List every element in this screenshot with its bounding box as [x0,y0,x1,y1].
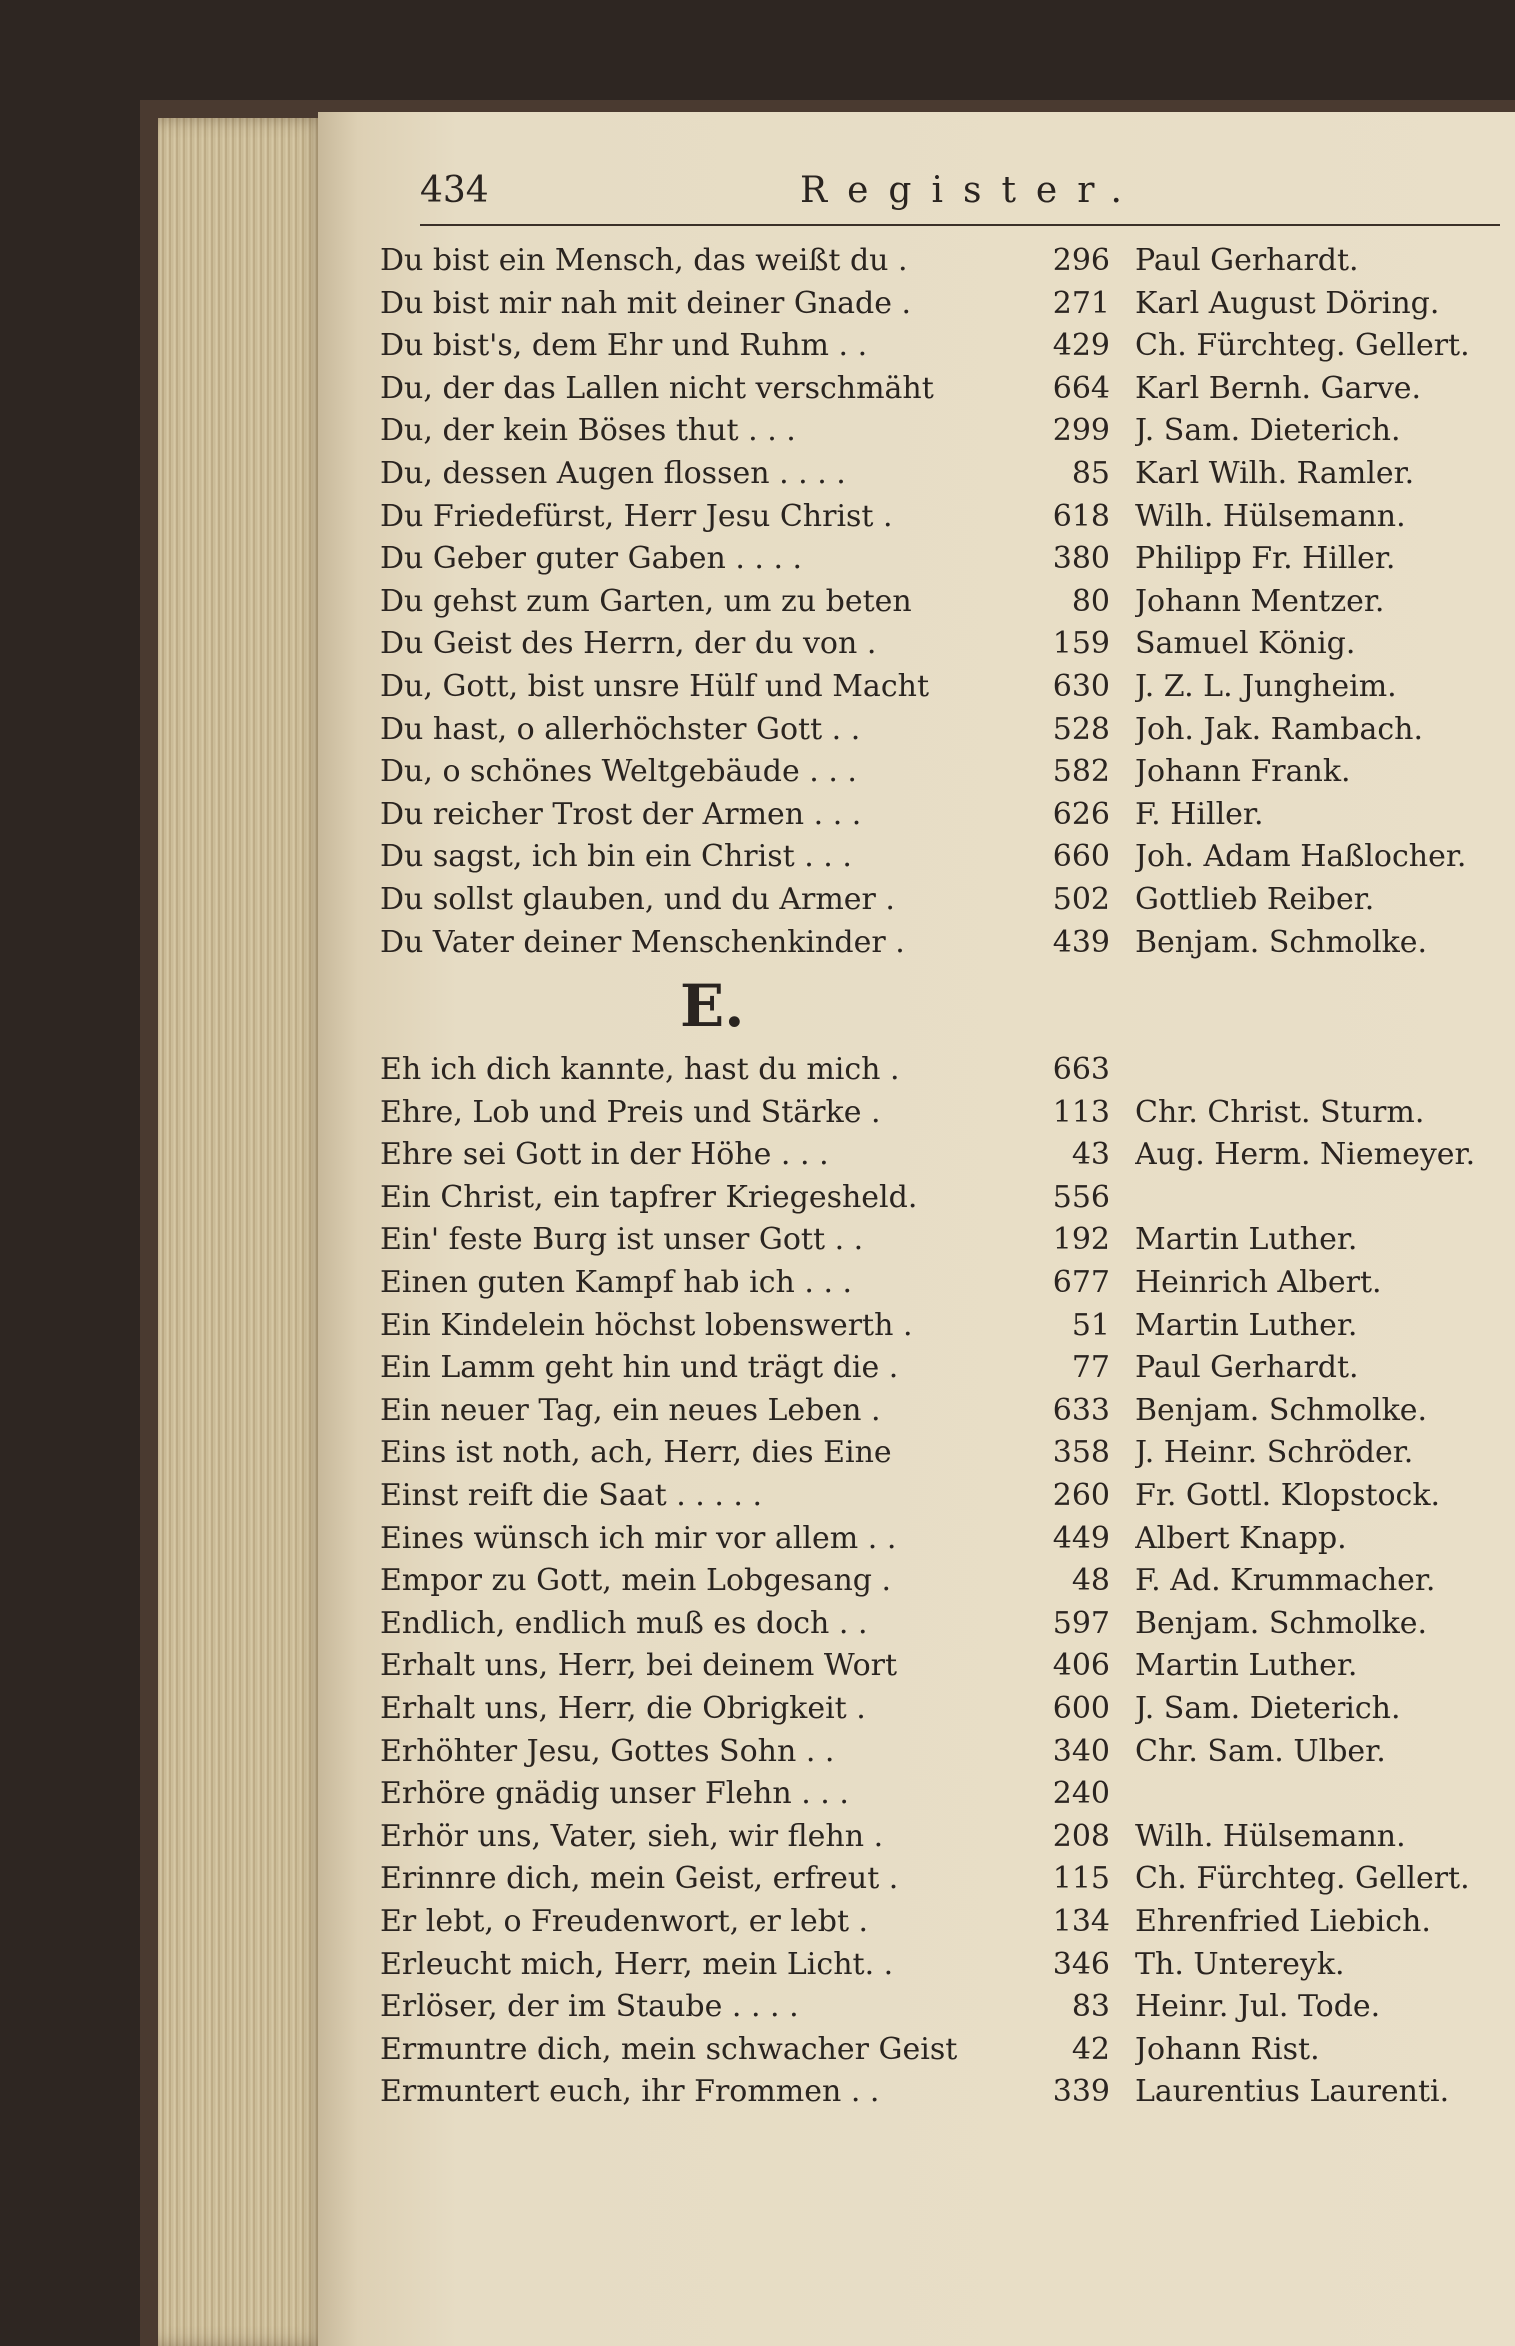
register-entry [380,1177,1510,1220]
running-title: Register. [800,170,1142,211]
hymn-number: 51 [1071,1307,1110,1343]
hymn-title: Ehre, Lob und Preis und Stärke . [380,1094,881,1130]
hymn-title: Erhalt uns, Herr, bei deinem Wort [380,1648,898,1684]
hymn-number: 48 [1071,1563,1110,1599]
hymn-number: 208 [1052,1818,1110,1854]
hymn-author: Joh. Jak. Rambach. [1135,711,1424,747]
hymn-number: 556 [1052,1179,1110,1215]
register-entry [380,1518,1510,1561]
hymn-number: 429 [1052,328,1110,364]
hymn-number: 600 [1052,1691,1110,1726]
hymn-number: 528 [1052,711,1110,747]
hymn-author: Paul Gerhardt. [1135,243,1359,278]
register-entry [380,879,1510,922]
hymn-title: Endlich, endlich muß es doch . . [380,1605,868,1641]
hymn-title: Du gehst zum Garten, um zu beten [380,583,912,619]
hymn-author: Philipp Fr. Hiller. [1135,541,1396,577]
register-entry [380,1347,1510,1390]
hymn-title: Ein Lamm geht hin und trägt die . [380,1350,899,1386]
hymn-number: 358 [1052,1435,1110,1471]
hymn-number: 677 [1052,1265,1110,1301]
hymn-title: Erhöhter Jesu, Gottes Sohn . . [380,1733,835,1769]
hymn-number: 271 [1052,285,1110,321]
hymn-title: Du, der das Lallen nicht verschmäht [380,370,934,406]
hymn-number: 296 [1052,243,1110,278]
register-list [380,240,1510,2114]
hymn-title: Du bist ein Mensch, das weißt du . [380,243,908,278]
hymn-author: Fr. Gottl. Klopstock. [1135,1478,1441,1514]
hymn-title: Du, o schönes Weltgebäude . . . [380,754,857,790]
hymn-number: 42 [1071,2031,1110,2067]
hymn-author: J. Sam. Dieterich. [1135,413,1401,449]
register-entry [380,283,1510,326]
hymn-title: Du bist's, dem Ehr und Ruhm . . [380,328,868,364]
register-entry [380,2071,1510,2114]
hymn-number: 113 [1052,1094,1110,1130]
register-entry [380,1475,1510,1518]
hymn-title: Du hast, o allerhöchster Gott . . [380,711,861,747]
hymn-number: 439 [1052,924,1110,960]
hymn-number: 618 [1052,498,1110,534]
hymn-title: Ein Christ, ein tapfrer Kriegesheld. [380,1179,918,1215]
hymn-number: 582 [1052,754,1110,790]
hymn-title: Du Vater deiner Menschenkinder . [380,924,905,960]
hymn-title: Ehre sei Gott in der Höhe . . . [380,1137,829,1173]
hymn-number: 597 [1052,1605,1110,1641]
hymn-author: Wilh. Hülsemann. [1135,1818,1406,1854]
page-edges [158,118,328,2346]
hymn-author: Benjam. Schmolke. [1135,1392,1428,1428]
register-entry [380,794,1510,837]
hymn-number: 626 [1052,796,1110,832]
hymn-number: 115 [1052,1861,1110,1897]
hymn-author: Samuel König. [1135,626,1356,662]
hymn-author: F. Ad. Krummacher. [1135,1563,1436,1599]
register-entry [380,325,1510,368]
hymn-title: Ein Kindelein höchst lobenswerth . [380,1307,913,1343]
hymn-author: Ch. Fürchteg. Gellert. [1135,328,1470,364]
hymn-number: 80 [1071,583,1110,619]
hymn-title: Du Geist des Herrn, der du von . [380,626,877,662]
register-entry [380,1262,1510,1305]
hymn-title: Erhalt uns, Herr, die Obrigkeit . [380,1691,866,1726]
register-entry [380,1560,1510,1603]
hymn-author: J. Sam. Dieterich. [1135,1691,1401,1726]
register-entry [380,453,1510,496]
hymn-author: Karl Wilh. Ramler. [1135,455,1415,491]
register-entry [380,581,1510,624]
register-entry [380,410,1510,453]
register-entry [380,1049,1510,1092]
hymn-author: Heinrich Albert. [1135,1265,1382,1301]
hymn-author: Chr. Sam. Ulber. [1135,1733,1386,1769]
register-entry [380,538,1510,581]
hymn-title: Du reicher Trost der Armen . . . [380,796,862,832]
hymn-author: Paul Gerhardt. [1135,1350,1359,1386]
hymn-number: 339 [1052,2074,1110,2110]
hymn-author: Aug. Herm. Niemeyer. [1135,1137,1476,1173]
page-number: 434 [420,170,489,211]
hymn-number: 85 [1071,455,1110,491]
register-entry [380,1305,1510,1348]
section-heading [380,964,1510,1049]
section-letter: E. [680,972,745,1041]
hymn-number: 630 [1052,668,1110,704]
register-entry [380,368,1510,411]
hymn-number: 77 [1071,1350,1110,1386]
hymn-author: Laurentius Laurenti. [1135,2074,1450,2110]
register-entry [380,751,1510,794]
hymn-author: Gottlieb Reiber. [1135,881,1375,917]
register-entry [380,623,1510,666]
hymn-author: Albert Knapp. [1135,1520,1347,1556]
hymn-number: 406 [1052,1648,1110,1684]
hymn-title: Empor zu Gott, mein Lobgesang . [380,1563,892,1599]
hymn-title: Eins ist noth, ach, Herr, dies Eine [380,1435,892,1471]
hymn-author: Johann Frank. [1135,754,1351,790]
register-entry [380,922,1510,965]
hymn-number: 192 [1052,1222,1110,1258]
hymn-title: Einen guten Kampf hab ich . . . [380,1265,853,1301]
hymn-title: Einst reift die Saat . . . . . [380,1478,763,1514]
hymn-number: 346 [1052,1946,1110,1982]
hymn-author: Karl Bernh. Garve. [1135,370,1422,406]
hymn-number: 660 [1052,839,1110,875]
register-entry [380,1688,1510,1731]
hymn-title: Ein' feste Burg ist unser Gott . . [380,1222,864,1258]
hymn-number: 159 [1052,626,1110,662]
register-entry [380,240,1510,283]
hymn-author: Ch. Fürchteg. Gellert. [1135,1861,1470,1897]
hymn-title: Erhöre gnädig unser Flehn . . . [380,1776,849,1812]
hymn-number: 240 [1052,1776,1110,1812]
hymn-author: Karl August Döring. [1135,285,1440,321]
register-entry [380,1901,1510,1944]
hymn-title: Du sollst glauben, und du Armer . [380,881,895,917]
hymn-author: Martin Luther. [1135,1307,1358,1343]
hymn-title: Eh ich dich kannte, hast du mich . [380,1052,900,1088]
register-entry [380,1134,1510,1177]
register-entry [380,1816,1510,1859]
register-entry [380,666,1510,709]
hymn-author: Benjam. Schmolke. [1135,924,1428,960]
hymn-author: Ehrenfried Liebich. [1135,1903,1431,1939]
register-entry [380,1603,1510,1646]
hymn-title: Eines wünsch ich mir vor allem . . [380,1520,897,1556]
hymn-title: Ermuntre dich, mein schwacher Geist [380,2031,958,2067]
hymn-author: Johann Mentzer. [1135,583,1385,619]
hymn-number: 633 [1052,1392,1110,1428]
hymn-title: Erleucht mich, Herr, mein Licht. . [380,1946,894,1982]
hymn-number: 663 [1052,1052,1110,1088]
hymn-author: Martin Luther. [1135,1222,1358,1258]
hymn-title: Du, der kein Böses thut . . . [380,413,796,449]
hymn-number: 43 [1071,1137,1110,1173]
register-entry [380,1731,1510,1774]
hymn-author: Benjam. Schmolke. [1135,1605,1428,1641]
hymn-author: Johann Rist. [1135,2031,1320,2067]
hymn-author: Heinr. Jul. Tode. [1135,1989,1381,2025]
page-header [420,170,1500,230]
hymn-title: Du bist mir nah mit deiner Gnade . [380,285,912,321]
hymn-author: Th. Untereyk. [1135,1946,1345,1982]
hymn-author: J. Heinr. Schröder. [1135,1435,1414,1471]
hymn-title: Erinnre dich, mein Geist, erfreut . [380,1861,899,1897]
hymn-number: 664 [1052,370,1110,406]
register-entry [380,1986,1510,2029]
hymn-title: Du Geber guter Gaben . . . . [380,541,803,577]
register-entry [380,496,1510,539]
register-entry [380,1645,1510,1688]
register-entry [380,1390,1510,1433]
hymn-number: 260 [1052,1478,1110,1514]
hymn-number: 134 [1052,1903,1110,1939]
hymn-number: 299 [1052,413,1110,449]
hymn-title: Du Friedefürst, Herr Jesu Christ . [380,498,893,534]
hymn-title: Ermuntert euch, ihr Frommen . . [380,2074,880,2110]
hymn-number: 502 [1052,881,1110,917]
register-entry [380,1944,1510,1987]
hymn-title: Erlöser, der im Staube . . . . [380,1989,799,2025]
hymn-title: Du, dessen Augen flossen . . . . [380,455,846,491]
register-entry [380,1219,1510,1262]
hymn-title: Erhör uns, Vater, sieh, wir flehn . [380,1818,884,1854]
register-entry [380,1092,1510,1135]
hymn-number: 449 [1052,1520,1110,1556]
hymn-author: Joh. Adam Haßlocher. [1135,839,1467,875]
register-entry [380,836,1510,879]
hymn-author: Chr. Christ. Sturm. [1135,1094,1425,1130]
header-rule [420,224,1500,226]
hymn-author: J. Z. L. Jungheim. [1135,668,1397,704]
hymn-author: Martin Luther. [1135,1648,1358,1684]
register-entry [380,1773,1510,1816]
hymn-number: 340 [1052,1733,1110,1769]
hymn-author: Wilh. Hülsemann. [1135,498,1406,534]
hymn-author: F. Hiller. [1135,796,1264,832]
register-entry [380,2029,1510,2072]
register-entry [380,1432,1510,1475]
register-entry [380,1858,1510,1901]
hymn-title: Du, Gott, bist unsre Hülf und Macht [380,668,929,704]
register-entry [380,709,1510,752]
hymn-number: 83 [1071,1989,1110,2025]
hymn-title: Er lebt, o Freudenwort, er lebt . [380,1903,869,1939]
hymn-number: 380 [1052,541,1110,577]
hymn-title: Du sagst, ich bin ein Christ . . . [380,839,852,875]
hymn-title: Ein neuer Tag, ein neues Leben . [380,1392,881,1428]
